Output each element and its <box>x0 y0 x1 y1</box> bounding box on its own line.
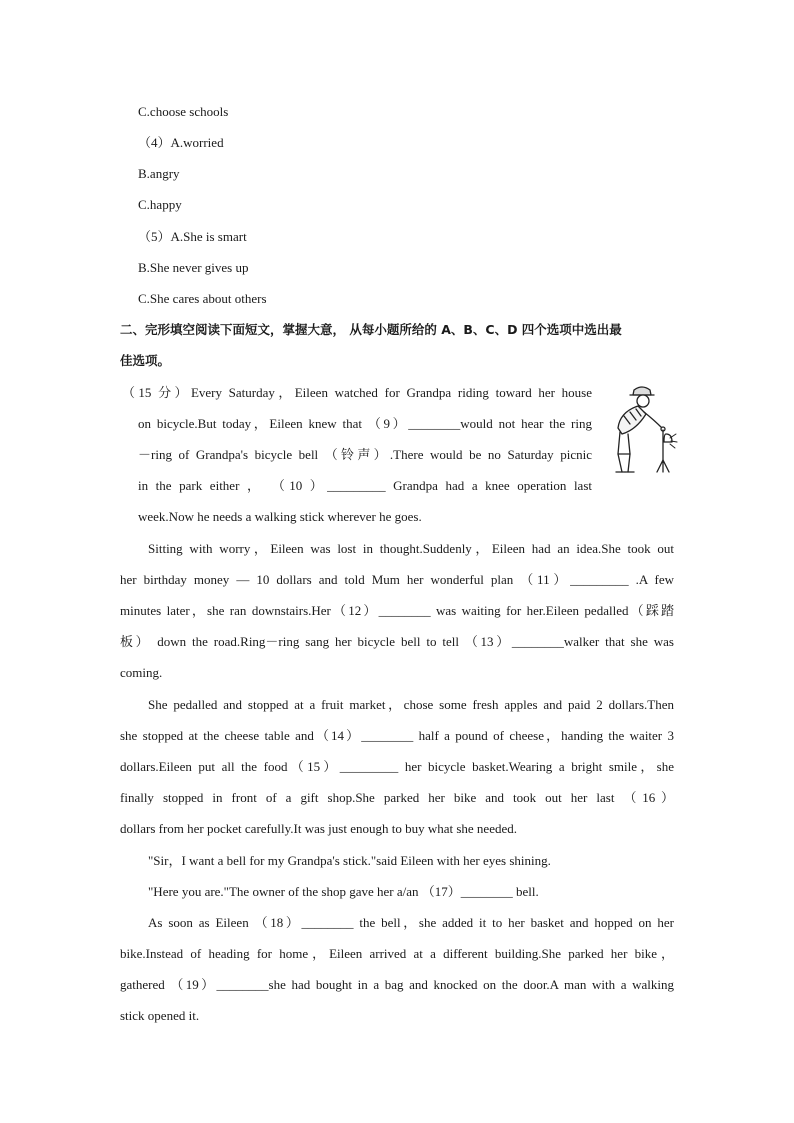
section-heading-cont: 佳选项。 <box>120 353 171 368</box>
passage-line: stick opened it. <box>120 1008 200 1023</box>
passage-line: she stopped at the cheese table and（14）________ half a pound of cheese，handing the waiter 3 <box>120 728 674 743</box>
passage-line: minutes later，she ran downstairs.Her（12）________ was waiting for her.Eileen pedalled（踩踏 <box>120 603 674 618</box>
option-3c: C.choose schools <box>138 104 229 119</box>
option-5b: B.She never gives up <box>138 260 249 275</box>
passage-line: her birthday money — 10 dollars and told Mum her wonderful plan （11）_________ .A few <box>120 572 674 587</box>
passage-line: dollars from her pocket carefully.It was just enough to buy what she needed. <box>120 821 517 836</box>
passage-line: "Here you are."The owner of the shop gave her a/an （17）________ bell. <box>148 884 539 899</box>
passage-line: As soon as Eileen （18）________ the bell，she added it to her basket and hopped on her <box>148 915 674 930</box>
passage-line: in the park either ， （10 ）_________ Grandpa had a knee operation last <box>138 478 592 493</box>
passage-line: 板） down the road.Ring－ring sang her bicycle bell to tell （13）________walker that she was <box>120 634 674 649</box>
passage-line: （15 分）Every Saturday，Eileen watched for Grandpa riding toward her house <box>122 385 592 400</box>
option-5c: C.She cares about others <box>138 291 267 306</box>
passage-line: dollars.Eileen put all the food（15）_________ her bicycle basket.Wearing a bright smile，she <box>120 759 674 774</box>
passage-line: finally stopped in front of a gift shop.She parked her bike and took out her last （16） <box>120 790 674 805</box>
option-4b: B.angry <box>138 166 180 181</box>
option-4a: （4）A.worried <box>138 135 224 150</box>
passage-line: bike.Instead of heading for home，Eileen arrived at a different building.She parked her bike， <box>120 946 674 961</box>
section-heading: 二、完形填空阅读下面短文，掌握大意， 从每小题所给的 A、B、C、D 四个选项中选出最 <box>120 322 622 337</box>
option-5a: （5）A.She is smart <box>138 229 247 244</box>
old-man-with-walking-stick-icon <box>606 384 678 480</box>
passage-line: on bicycle.But today，Eileen knew that （9）________would not hear the ring <box>138 416 592 431</box>
passage-line: "Sir，I want a bell for my Grandpa's stick."said Eileen with her eyes shining. <box>148 853 551 868</box>
passage-line: week.Now he needs a walking stick wherever he goes. <box>138 509 422 524</box>
passage-line: －ring of Grandpa's bicycle bell （铃声）.There would be no Saturday picnic <box>138 447 592 462</box>
passage-line: Sitting with worry，Eileen was lost in thought.Suddenly，Eileen had an idea.She took out <box>148 541 674 556</box>
passage-line: She pedalled and stopped at a fruit market，chose some fresh apples and paid 2 dollars.Then <box>148 697 674 712</box>
option-4c: C.happy <box>138 197 182 212</box>
passage-line: coming. <box>120 665 163 680</box>
passage-line: gathered （19）________she had bought in a bag and knocked on the door.A man with a walking <box>120 977 674 992</box>
